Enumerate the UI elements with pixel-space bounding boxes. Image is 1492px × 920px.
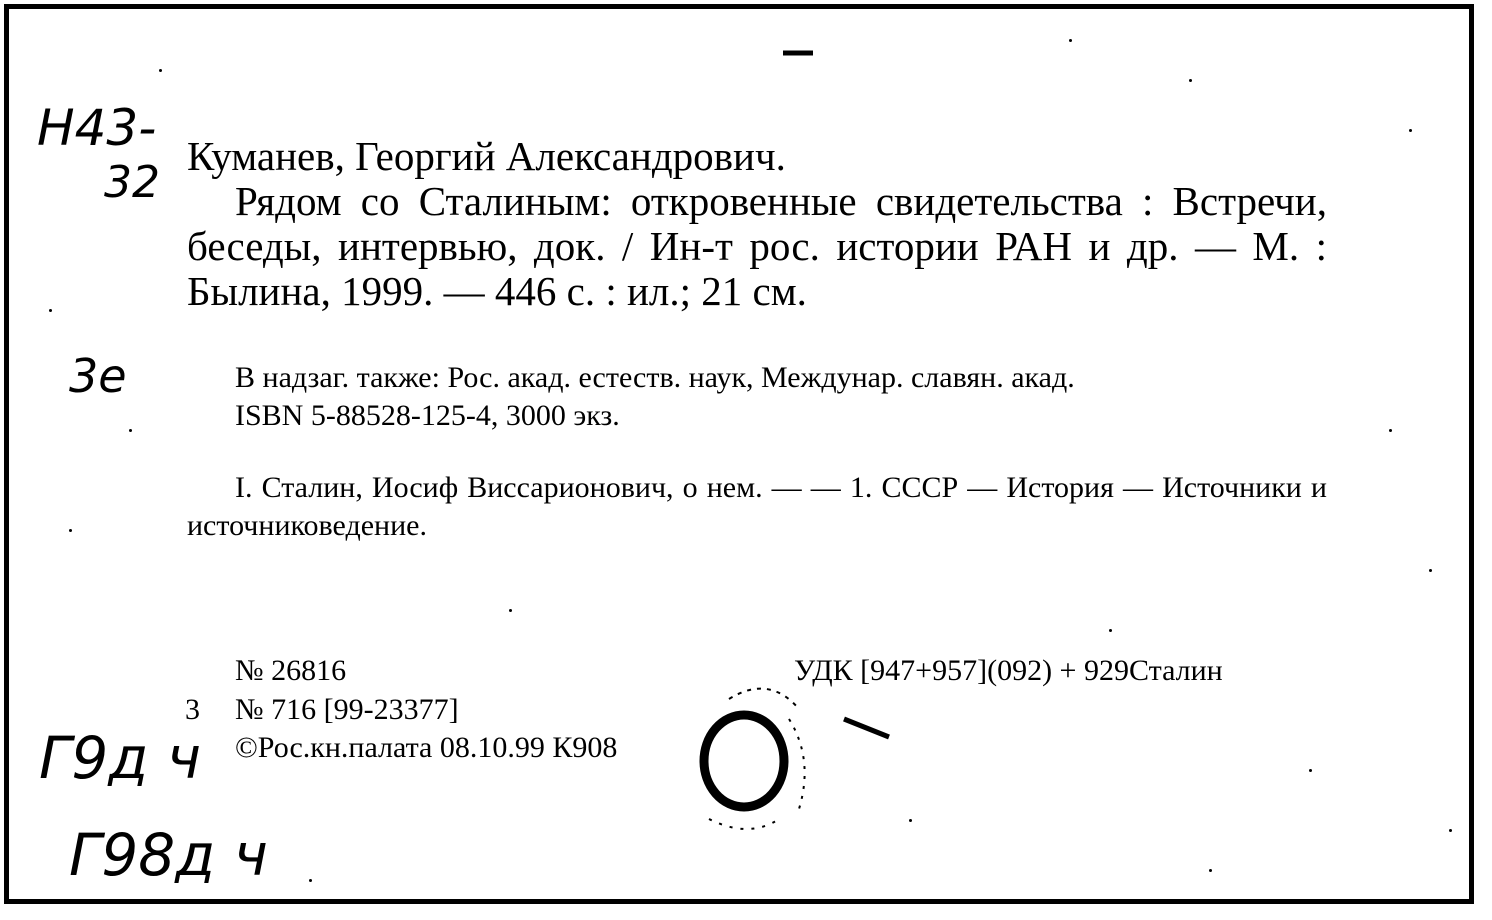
handwritten-mark-g98d: Г98д ч	[69, 821, 268, 889]
catalog-card	[4, 4, 1474, 904]
punch-hole-icon	[689, 669, 829, 849]
notes-block	[187, 359, 1327, 435]
inventory-number-2: № 716 [99-23377]	[235, 693, 459, 726]
handwritten-call-number-top: Н43-	[37, 99, 157, 157]
stray-mark-icon	[839, 709, 899, 749]
handwritten-mark-g9d: Г9д ч	[39, 724, 202, 792]
inventory-number-2-prefix: 3	[185, 693, 200, 726]
publisher-stamp-text: ©Рос.кн.палата 08.10.99 К908	[235, 731, 618, 764]
isbn-line: ISBN 5-88528-125-4, 3000 экз.	[235, 399, 620, 432]
inventory-number-1: № 26816	[235, 654, 347, 687]
record-body	[187, 134, 1327, 314]
subjects-line: I. Сталин, Иосиф Виссарионович, о нем. — — 1. СССР — История — Источники и источниковедение.	[187, 471, 1327, 542]
author-heading: Куманев, Георгий Александрович.	[187, 133, 786, 179]
handwritten-mark-3e: 3е	[69, 349, 127, 403]
stray-dash-icon	[779, 47, 819, 59]
title-description: Рядом со Сталиным: откровенные свидетельства : Встречи, беседы, интервью, док. / Ин-т рос. истории РАН и др. — М. : Былина, 1999. — 446 с. : ил.; 21 см.	[187, 178, 1327, 314]
note-line: В надзаг. также: Рос. акад. естеств. наук, Междунар. славян. акад.	[235, 361, 1075, 394]
handwritten-call-number-bottom: 32	[104, 157, 160, 208]
subjects-block	[187, 469, 1327, 545]
udk-classification: УДК [947+957](092) + 929Сталин	[794, 654, 1223, 687]
